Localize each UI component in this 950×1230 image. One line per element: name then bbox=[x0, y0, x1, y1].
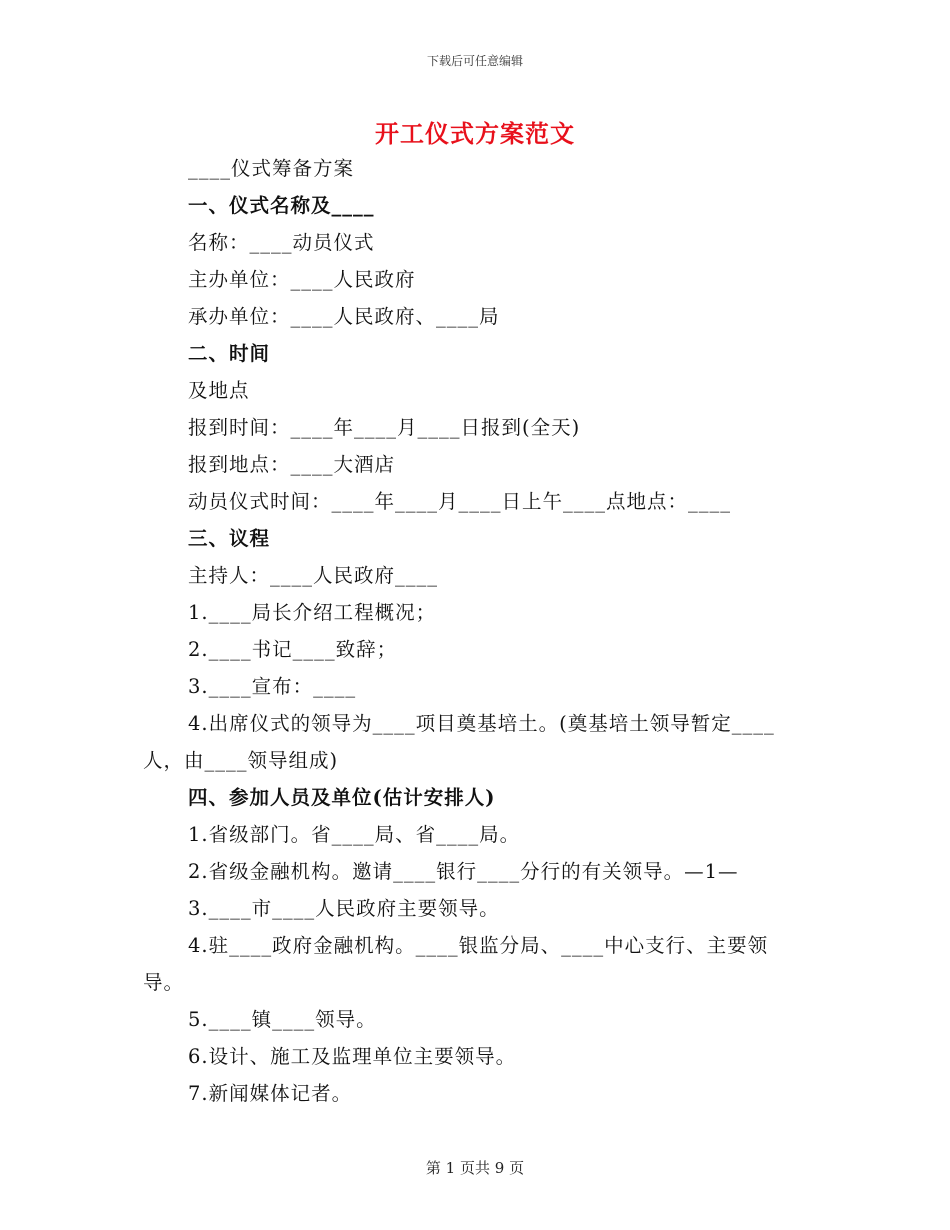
body-line: 动员仪式时间：____年____月____日上午____点地点：____ bbox=[188, 490, 732, 513]
body-line: 1.____局长介绍工程概况； bbox=[188, 601, 437, 624]
section-heading: 三、议程 bbox=[188, 527, 271, 550]
body-line: 5.____镇____领导。 bbox=[188, 1008, 377, 1031]
body-line: 3.____市____人民政府主要领导。 bbox=[188, 897, 500, 920]
body-line: 名称：____动员仪式 bbox=[188, 231, 375, 254]
body-line: 承办单位：____人民政府、____局 bbox=[188, 305, 500, 328]
body-line: 4.驻____政府金融机构。____银监分局、____中心支行、主要领 bbox=[188, 934, 769, 957]
body-line: 主办单位：____人民政府 bbox=[188, 268, 416, 291]
body-line: 2.____书记____致辞； bbox=[188, 638, 398, 661]
page-header: 下载后可任意编辑 bbox=[426, 54, 523, 68]
section-heading: 一、仪式名称及____ bbox=[188, 194, 375, 217]
body-line: 人，由____领导组成) bbox=[143, 749, 339, 772]
body-line: 导。 bbox=[143, 971, 185, 994]
document-title: 开工仪式方案范文 bbox=[375, 119, 575, 148]
body-line: 7.新闻媒体记者。 bbox=[188, 1082, 353, 1105]
body-line: 主持人：____人民政府____ bbox=[188, 564, 439, 587]
body-line: 4.出席仪式的领导为____项目奠基培土。(奠基培土领导暂定____ bbox=[188, 712, 775, 735]
body-line: 报到地点：____大酒店 bbox=[188, 453, 396, 476]
body-line: 1.省级部门。省____局、省____局。 bbox=[188, 823, 521, 846]
section-heading: 二、时间 bbox=[188, 342, 271, 365]
body-line: ____仪式筹备方案 bbox=[188, 157, 355, 180]
body-line: 3.____宣布：____ bbox=[188, 675, 357, 698]
page-footer: 第 1 页共 9 页 bbox=[425, 1159, 525, 1177]
document-body bbox=[143, 150, 808, 1112]
body-line: 2.省级金融机构。邀请____银行____分行的有关领导。—1— bbox=[188, 860, 739, 883]
body-line: 及地点 bbox=[188, 379, 250, 402]
body-line: 报到时间：____年____月____日报到(全天) bbox=[188, 416, 581, 439]
body-line: 6.设计、施工及监理单位主要领导。 bbox=[188, 1045, 517, 1068]
section-heading: 四、参加人员及单位(估计安排人) bbox=[188, 786, 496, 809]
